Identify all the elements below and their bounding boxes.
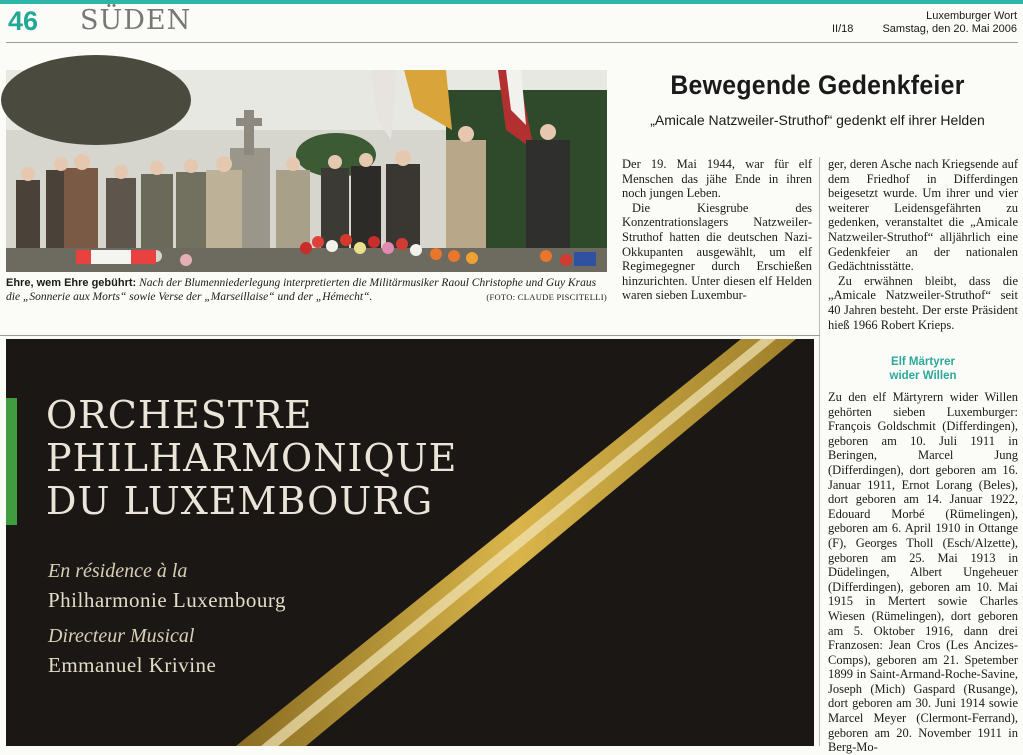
masthead-info <box>882 10 1017 36</box>
paragraph: Der 19. Mai 1944, war für elf Menschen das jähe Ende in ihren noch jungen Leben. <box>622 157 812 201</box>
article-column-3 <box>828 390 1018 755</box>
residence-value: Philharmonie Luxembourg <box>48 588 286 612</box>
article-column-1 <box>622 157 812 303</box>
top-accent-line <box>0 0 1023 4</box>
subhead-line: Elf Märtyrer <box>891 356 955 368</box>
director-label: Directeur Musical <box>48 625 195 647</box>
paragraph: Zu erwähnen bleibt, dass die „Amicale Natzweiler-Struthof“ seit 40 Jahren besteht. Der erste Präsident hieß 1966 Robert Krieps. <box>828 273 1018 332</box>
tree-icon <box>1 55 191 145</box>
caption-lead: Ehre, wem Ehre gebührt: <box>6 277 137 289</box>
photo-credit: (FOTO: CLAUDE PISCITELLI) <box>486 292 607 302</box>
residence-label: En résidence à la <box>48 560 188 582</box>
ad-divider <box>0 335 820 336</box>
orchestra-line: DU LUXEMBOURG <box>46 479 434 523</box>
article-subhead-martyrs <box>828 355 1018 383</box>
newspaper-name: Luxemburger Wort <box>926 10 1017 22</box>
photo-caption <box>6 276 607 304</box>
column-divider <box>819 157 820 746</box>
paragraph: ger, deren Asche nach Kriegsende auf dem Friedhof in Differdingen beigesetzt wurde. Um ihrer und vier weiterer Leidensgefährten zu gedenken, veranstaltet die „Amicale Natzweiler-Struthof“ alljährlich eine Gedenkfeier an der nationalen Gedächtnisstätte. <box>828 157 1018 274</box>
section-title: SÜDEN <box>80 5 192 36</box>
orchestra-name <box>46 394 457 523</box>
caption-text: Nach der Blumenniederlegung interpretierten die Militärmusiker Raoul Christophe und Guy Kraus die „Sonnerie aux Morts“ sowie Verse der „Marseillaise“ und der „Hémecht“. <box>6 277 597 303</box>
paragraph: Die Kiesgrube des Konzentrationslagers Natzweiler-Struthof hatten die deutschen Nazi-Okkupanten ausgewählt, um elf Regimegegner durch Erschießen hinzurichten. Unter diesen elf Helden waren sieben Luxembur- <box>622 200 812 303</box>
director-value: Emmanuel Krivine <box>48 653 217 677</box>
issue-date: Samstag, den 20. Mai 2006 <box>882 23 1017 35</box>
header-rule <box>6 42 1018 43</box>
article-column-2 <box>828 157 1018 347</box>
article-headline: Bewegende Gedenkfeier <box>670 70 965 100</box>
subhead-line: wider Willen <box>889 370 957 382</box>
page-number: 46 <box>8 6 39 36</box>
article-subheadline: „Amicale Natzweiler-Struthof“ gedenkt elf ihrer Helden <box>650 112 985 128</box>
page-code: II/18 <box>832 23 854 35</box>
orchestra-line: ORCHESTRE <box>46 393 313 437</box>
green-accent-bar <box>6 398 17 525</box>
paragraph: Zu den elf Märtyrern wider Willen gehörten sieben Luxemburger: François Goldschmit (Differdingen), geboren am 10. Juli 1911 in Beringen, Marcel Jung (Differdingen), dort geboren am 16. Januar 1911, Ernot Lorang (Beles), dort geboren am 14. Januar 1922, Edouard Morbé (Rümelingen), geboren am 6. April 1910 in Ottange (F), Georges Tholl (Esch/Alzette), geboren am 25. Mai 1913 in Düdelingen, Albert Ungeheuer (Differdingen), geboren am 10. Mai 1915 in Mertert sowie Charles Wiesen (Rümelingen), dort geboren am 5. Oktober 1916, dann drei Franzosen: Jean Cros (Les Ancizes-Comps), geboren am 21. Spetember 1899 in Saint-Armand-Roche-Savine, Joseph (Mich) Gaspard (Rusange), dort geboren am 30. Juni 1914 sowie Marcel Meyer (Clermont-Ferrand), geboren am 20. November 1911 in Berg-Mo- <box>828 390 1018 755</box>
orchestra-advertisement <box>6 339 814 746</box>
ceremony-photo <box>6 70 607 272</box>
orchestra-line: PHILHARMONIQUE <box>46 436 458 480</box>
